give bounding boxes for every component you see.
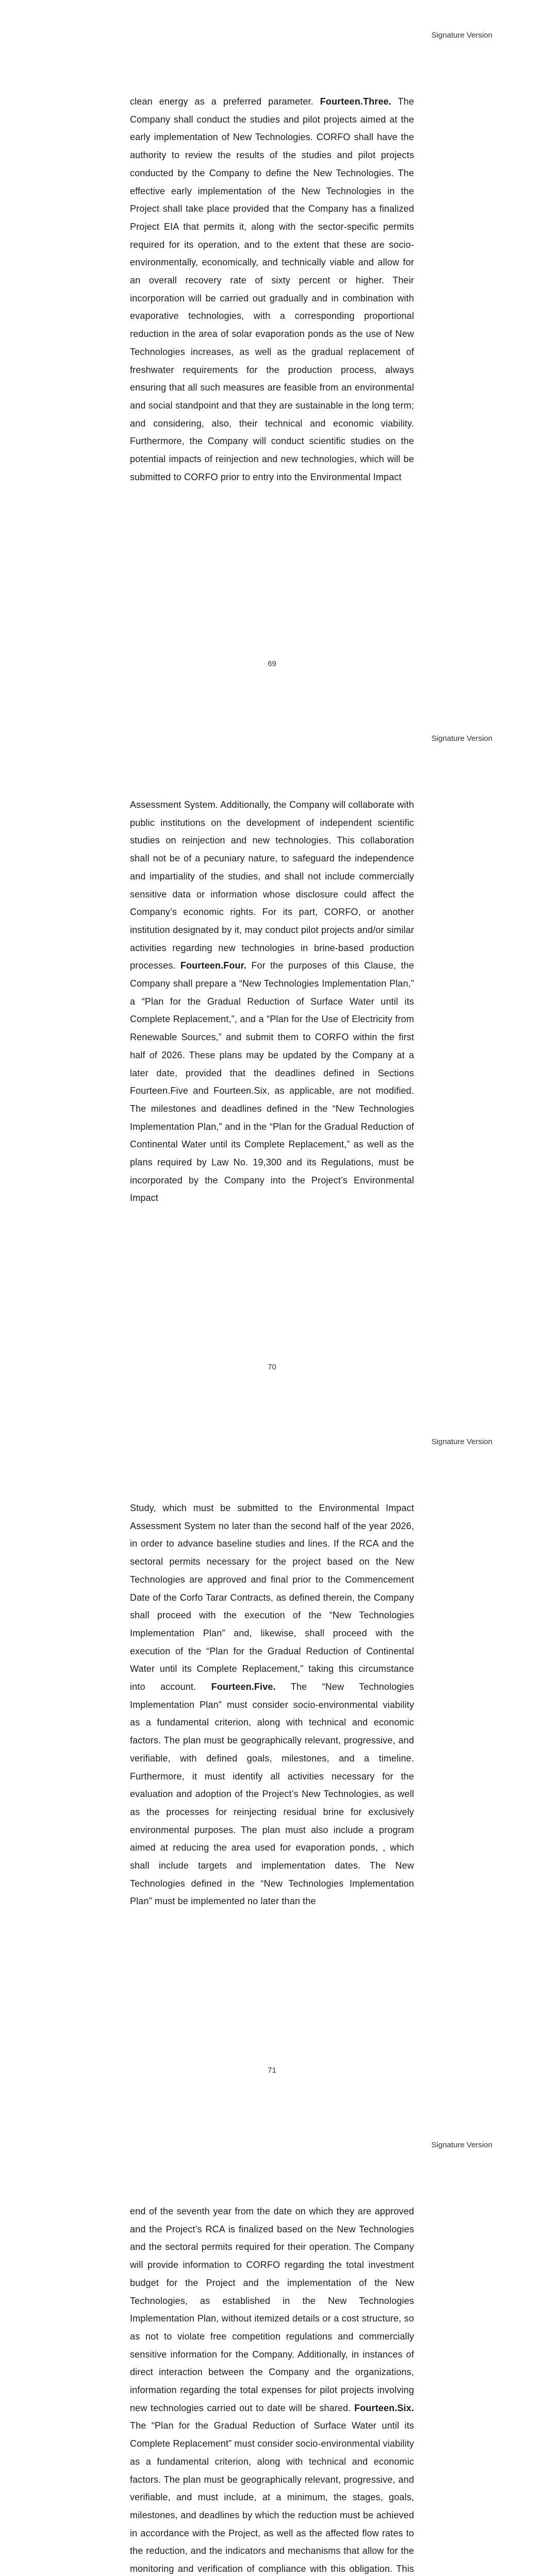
section-heading-fourteen-three: Fourteen.Three. xyxy=(320,96,391,107)
body-text-segment: Assessment System. Additionally, the Company will collaborate with public institutions on the development of independent scientific studies on reinjection and new technologies. This collaboration shall not be of a pecuniary nature, to safeguard the independence and impartiality of the studies, and shall not include commercially sensitive data or information whose disclosure could affect the Company’s economic rights. For its part, CORFO, or another institution designated by it, may conduct pilot projects and/or similar activities regarding new technologies in brine-based production processes. xyxy=(130,800,414,971)
body-text-segment: Study, which must be submitted to the Environmental Impact Assessment System no later than the second half of the year 2026, in order to advance baseline studies and lines. If the RCA and the sectoral permits necessary for the project based on the New Technologies are approved and final prior to the Commencement Date of the Corfo Tarar Contracts, as defined therein, the Company shall proceed with the execution of the “New Technologies Implementation Plan” and, likewise, shall proceed with the execution of the “Plan for the Gradual Reduction of Continental Water until its Complete Replacement,” taking this circumstance into account. xyxy=(130,1503,414,1692)
page-number: 71 xyxy=(268,2066,276,2075)
page-body-text xyxy=(130,1499,414,1910)
section-heading-fourteen-five: Fourteen.Five. xyxy=(211,1682,276,1692)
document-page-3 xyxy=(0,1406,544,2110)
body-text-segment: For the purposes of this Clause, the Company shall prepare a “New Technologies Implementation Plan,” a “Plan for the Gradual Reduction of Surface Water until its Complete Replacement,”, and a “Plan for the Use of Electricity from Renewable Sources,” and submit them to CORFO within the first half of 2026. These plans may be updated by the Company at a later date, provided that the deadlines defined in Sections Fourteen.Five and Fourteen.Six, as applicable, are not modified. The milestones and deadlines defined in the “New Technologies Implementation Plan,” and in the “Plan for the Gradual Reduction of Continental Water until its Complete Replacement,” as well as the plans required by Law No. 19,300 and its Regulations, must be incorporated by the Company into the Project’s Environmental Impact xyxy=(130,960,414,1204)
page-number: 70 xyxy=(268,1363,276,1371)
section-heading-fourteen-six: Fourteen.Six. xyxy=(354,2402,414,2413)
body-text-segment: The “New Technologies Implementation Plan” must consider socio-environmental viability as a fundamental criterion, along with technical and economic factors. The plan must be geographically relevant, progressive, and verifiable, with defined goals, milestones, and a timeline. Furthermore, it must identify all activities necessary for the evaluation and adoption of the Project’s New Technologies, as well as the processes for reinjecting residual brine for exclusively environmental purposes. The plan must also include a program aimed at reducing the area used for evaporation ponds, , which shall include targets and implementation dates. The New Technologies defined in the “New Technologies Implementation Plan” must be implemented no later than the xyxy=(130,1682,415,1907)
section-heading-fourteen-four: Fourteen.Four. xyxy=(180,960,246,971)
document-page-2 xyxy=(0,703,544,1406)
body-text-segment: clean energy as a preferred parameter. xyxy=(130,96,320,107)
document-page-4 xyxy=(0,2110,544,2576)
page-body-text xyxy=(130,796,414,1207)
page-body-text xyxy=(130,93,414,486)
body-text-segment: The “Plan for the Gradual Reduction of Surface Water until its Complete Replacement” must consider socio-environmental viability as a fundamental criterion, along with technical and economic factors. The plan must be geographically relevant, progressive, and verifiable, and must include, at a minimum, the stages, goals, milestones, and deadlines by which the reduction must be achieved in accordance with the Project, as well as the affected flow rates to the reduction, and the indicators and mechanisms that allow for the monitoring and verification of compliance with this obligation. This xyxy=(130,2420,414,2574)
body-text-segment: end of the seventh year from the date on which they are approved and the Project’s RCA is finalized based on the New Technologies and the sectoral permits required for their operation. The Company will provide information to CORFO regarding the total investment budget for the Project and the implementation of the New Technologies, as established in the New Technologies Implementation Plan, without itemized details or a cost structure, so as not to violate free competition regulations and commercially sensitive information for the Company. Additionally, in instances of direct interaction between the Company and the organizations, information regarding the total expenses for pilot projects involving new technologies carried out to date will be shared. xyxy=(130,2206,414,2413)
page-header: Signature Version xyxy=(431,31,492,40)
page-body-text xyxy=(130,2202,414,2576)
page-header: Signature Version xyxy=(431,734,492,743)
body-text-segment: The Company shall conduct the studies and pilot projects aimed at the early implementation of New Technologies. CORFO shall have the authority to review the results of the studies and pilot projects conducted by the Company to define the New Technologies. The effective early implementation of the New Technologies in the Project shall take place provided that the Company has a finalized Project EIA that permits it, along with the sector-specific permits required for its operation, and to the extent that these are socio-environmentally, economically, and technically viable and allow for an overall recovery rate of sixty percent or higher. Their incorporation will be carried out gradually and in combination with evaporative technologies, with a corresponding proportional reduction in the area of solar evaporation ponds as the use of New Technologies increases, as well as the gradual replacement of freshwater requirements for the production process, always ensuring that all such measures are feasible from an environmental and social standpoint and that they are sustainable in the long term; and considering, also, their technical and economic viability. Furthermore, the Company will conduct scientific studies on the potential impacts of reinjection and new technologies, which will be submitted to CORFO prior to entry into the Environmental Impact xyxy=(130,96,414,482)
document-page-1 xyxy=(0,0,544,703)
page-number: 69 xyxy=(268,659,276,668)
page-header: Signature Version xyxy=(431,2141,492,2149)
page-header: Signature Version xyxy=(431,1437,492,1446)
